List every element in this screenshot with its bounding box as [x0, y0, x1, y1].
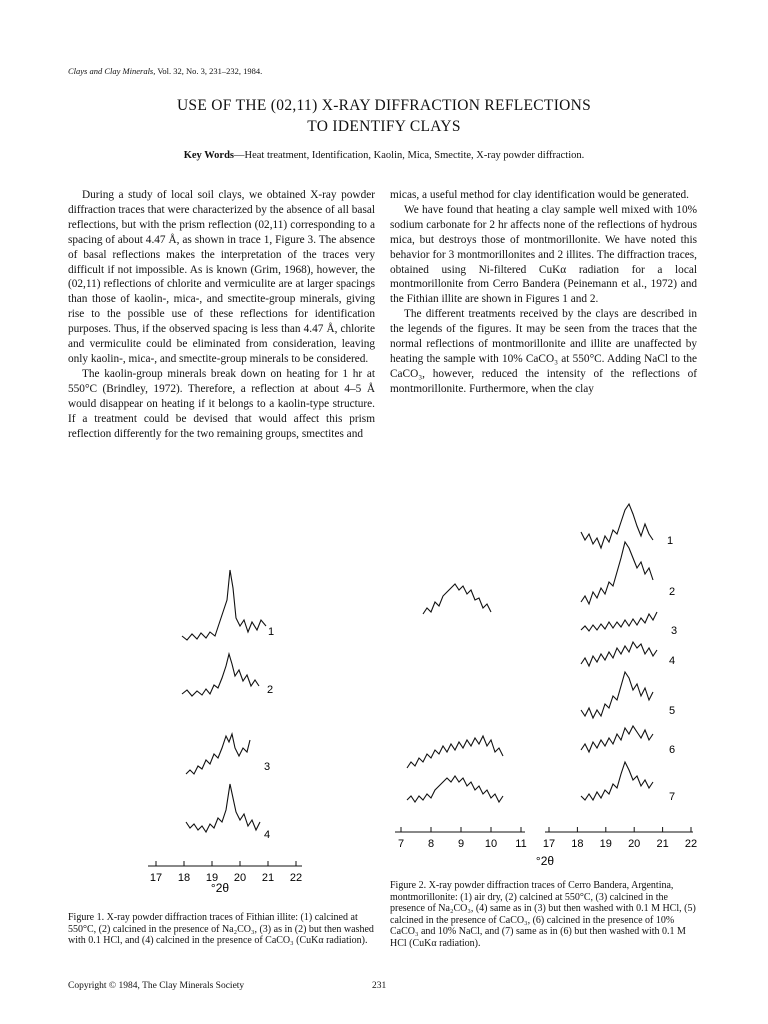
- keywords-text: —Heat treatment, Identification, Kaolin, Mica, Smectite, X-ray powder diffraction.: [234, 150, 585, 161]
- axis-tick-label: 9: [457, 838, 465, 850]
- axis-tick-label: 18: [571, 838, 584, 850]
- fig1-trace-2-line: [182, 654, 259, 696]
- axis-tick-label: 21: [656, 838, 669, 850]
- axis-tick-label: 17: [149, 872, 163, 884]
- axis-tick-label: 8: [427, 838, 435, 850]
- fig1-trace-4: [186, 784, 260, 832]
- article-title-line-2: TO IDENTIFY CLAYS: [307, 118, 461, 135]
- paragraph: The kaolin-group minerals break down on heating for 1 hr at 550°C (Brindley, 1972). Therefore, a reflection at about 4–5 Å would disappear on heating if it belongs to a kaolin-type structure. If a treatment could be devised that would affect this prism reflection differently for the two remaining groups, smectites and: [68, 367, 375, 440]
- fig2-low-angle-lower-line: [407, 776, 503, 802]
- fig2-trace-label: 3: [671, 625, 678, 637]
- fig1-trace-1-line: [182, 570, 266, 640]
- paragraph: The different treatments received by the clays are described in the legends of the figures. It may be seen from the traces that the normal reflections of montmorillonite and illite are unaffected by heating the sample with 10% CaCO₃ at 550°C. Adding NaCl to the CaCO₃, however, reduced the intensity of the reflections of montmorillonite. Furthermore, when the clay: [390, 308, 697, 395]
- page-number: 231: [372, 981, 387, 991]
- fig2-trace-4-line: [581, 642, 657, 666]
- fig1-axis-label: °2θ: [210, 881, 230, 895]
- axis-tick-label: 19: [599, 838, 612, 850]
- fig2-trace-4: [581, 642, 657, 666]
- figure-2: [395, 496, 698, 871]
- keywords: [0, 150, 768, 161]
- axis-tick-label: 22: [289, 872, 303, 884]
- copyright: Copyright © 1984, The Clay Minerals Society: [68, 981, 245, 991]
- fig2-trace-label: 2: [669, 586, 676, 598]
- figure-1: [140, 560, 320, 895]
- fig2-low-angle-middle: [407, 736, 503, 768]
- figure-1-caption: Figure 1. X-ray powder diffraction traces of Fithian illite: (1) calcined at 550°C, (2) calcined in the presence of Na₂CO₃, (3) as in (2) but then washed with 0.1 HCl, and (4) calcined in the presence of CaCO₃ (CuKα radiation).: [68, 912, 374, 947]
- axis-tick-label: 7: [397, 838, 405, 850]
- fig1-trace-3: [186, 734, 250, 774]
- paragraph: During a study of local soil clays, we obtained X-ray powder diffraction traces that were characterized by the absence of all basal reflections, but with the prism reflection (02,11) corresponding to a spacing of about 4.47 Å, as shown in trace 1, Figure 3. The absence of basal reflections makes the interpretation of the traces very difficult if not impossible. As is known (Grim, 1968), however, the (02,11) reflections of chlorite and vermiculite are at larger spacings than those of kaolin-, mica-, and smectite-group minerals, giving rise to the possible use of these reflections for identification purposes. Thus, if the observed spacing is less than 4.47 Å, chlorite and vermiculite could be eliminated from consideration, leaving only kaolin-, mica-, and smectite-group minerals to be considered.: [68, 189, 375, 365]
- figure-2-caption: Figure 2. X-ray powder diffraction traces of Cerro Bandera, Argentina, montmorillonite: (1) air dry, (2) calcined at 550°C, (3) calcined in the presence of Na₂CO₃, (4) same as in (3) but then washed with 0.1 M HCl, (5) calcined in the presence of CaCO₃, (6) calcined in the presence of 10% CaCO₃ and 10% NaCl, and (7) same as in (6) but then washed with 0.1 M HCl (CuKα radiation).: [390, 880, 696, 949]
- fig1-trace-3-line: [186, 734, 250, 774]
- fig1-trace-2: [182, 654, 259, 696]
- axis-tick-label: 20: [233, 872, 247, 884]
- fig2-trace-7-line: [581, 762, 653, 800]
- axis-tick-label: 11: [515, 838, 527, 850]
- axis-tick-label: 21: [261, 872, 275, 884]
- fig1-trace-label: 1: [268, 626, 275, 638]
- fig2-low-angle-lower: [407, 776, 503, 802]
- fig2-trace-3-line: [581, 612, 657, 631]
- fig2-axis-label: °2θ: [535, 854, 555, 868]
- fig2-trace-2-line: [581, 542, 653, 604]
- axis-tick-label: 22: [684, 838, 698, 850]
- fig2-trace-label: 4: [669, 655, 676, 667]
- paragraph: We have found that heating a clay sample well mixed with 10% sodium carbonate for 2 hr affects none of the reflections of hydrous mica, but destroys those of montmorillonite. We have noted this behavior for 3 montmorillonites and 2 illites. The diffraction traces, obtained using Ni-filtered CuKα radiation for a local montmorillonite from Cerro Bandera (Peinemann et al., 1972) and the Fithian illite are shown in Figures 1 and 2.: [390, 203, 697, 306]
- journal-details: Vol. 32, No. 3, 231–232, 1984.: [155, 66, 263, 76]
- fig2-trace-7: [581, 762, 653, 800]
- fig2-trace-6-line: [581, 726, 653, 752]
- fig2-trace-6: [581, 726, 653, 752]
- fig2-trace-5-line: [581, 672, 653, 718]
- fig2-low-angle-upper-line: [423, 584, 491, 614]
- axis-tick-label: 10: [484, 838, 498, 850]
- article-title-line-1: USE OF THE (02,11) X-RAY DIFFRACTION REFLECTIONS: [176, 97, 592, 114]
- journal-name: Clays and Clay Minerals,: [68, 66, 156, 76]
- fig2-ticks-right: [543, 827, 697, 850]
- fig2-ticks-left: [398, 827, 527, 850]
- paragraph: micas, a useful method for clay identification would be generated.: [390, 189, 689, 201]
- fig2-trace-label: 5: [669, 705, 676, 717]
- right-column: [390, 188, 697, 397]
- fig2-low-angle-upper: [423, 584, 491, 614]
- fig1-trace-4-line: [186, 784, 260, 832]
- fig2-trace-label: 1: [667, 535, 674, 547]
- journal-header: [68, 66, 262, 76]
- fig2-trace-1-line: [581, 504, 653, 548]
- fig2-trace-3: [581, 612, 657, 631]
- fig2-trace-1: [581, 504, 653, 548]
- fig1-trace-label: 3: [264, 761, 271, 773]
- axis-tick-label: 17: [542, 838, 556, 850]
- fig2-trace-2: [581, 542, 653, 604]
- fig1-trace-label: 4: [264, 829, 271, 841]
- left-column: [68, 188, 375, 441]
- fig1-trace-1: [182, 570, 266, 640]
- fig2-trace-label: 6: [669, 744, 676, 756]
- axis-tick-label: 19: [205, 872, 219, 884]
- keywords-label: Key Words: [183, 150, 234, 161]
- axis-tick-label: 20: [628, 838, 641, 850]
- axis-tick-label: 18: [177, 872, 191, 884]
- fig2-low-angle-middle-line: [407, 736, 503, 768]
- fig2-trace-5: [581, 672, 653, 718]
- fig2-trace-label: 7: [669, 791, 676, 803]
- fig1-trace-label: 2: [267, 684, 274, 696]
